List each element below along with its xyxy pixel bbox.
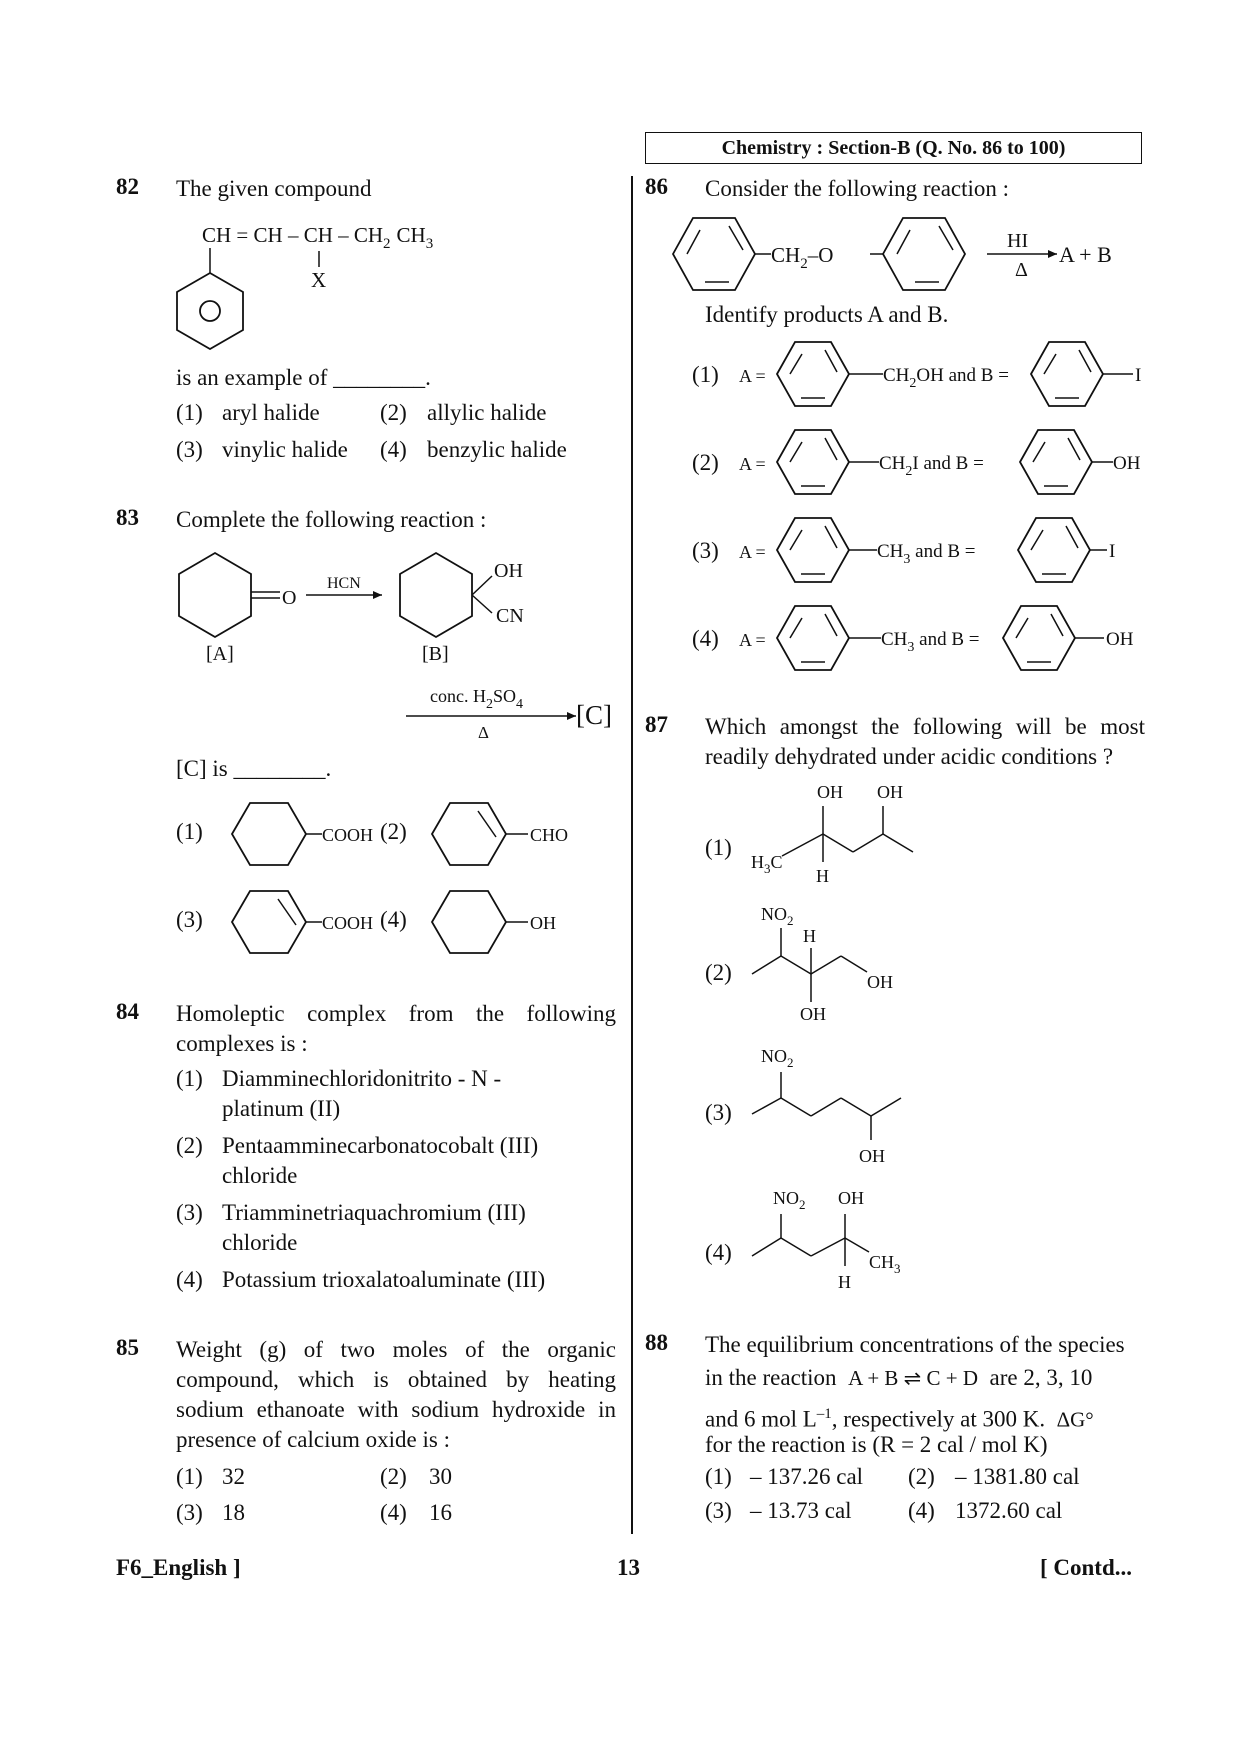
q87-opt4-h: H: [838, 1272, 851, 1292]
q87-opt1-h: H: [816, 866, 829, 886]
q86-opt3-mid: $CH_3$ and B =: [877, 541, 976, 567]
q82-number: 82: [116, 174, 139, 199]
q87-opt4-oh: OH: [838, 1188, 864, 1208]
q85-opt4-num[interactable]: (4): [380, 1500, 407, 1525]
q86-opt3-structure[interactable]: [735, 512, 1150, 588]
q82-opt2-num[interactable]: (2): [380, 400, 407, 425]
q87-opt3-oh: OH: [859, 1146, 885, 1166]
q85-opt2-num[interactable]: (2): [380, 1464, 407, 1489]
q83-reaction: [170, 548, 620, 668]
q87-opt2-no2: $NO_2$: [761, 904, 794, 928]
q86-opt1-structure[interactable]: [735, 336, 1150, 412]
q88-line1: The equilibrium concentrations of the species: [705, 1332, 1125, 1357]
q83-oh: OH: [494, 560, 523, 582]
q86-opt2-end: OH: [1113, 453, 1141, 474]
q83-opt2-label: CHO: [530, 825, 569, 845]
q86-opt4-num[interactable]: (4): [692, 626, 719, 651]
q83-opt4-label: OH: [530, 913, 556, 933]
q85-opt3-num[interactable]: (3): [176, 1500, 203, 1525]
q86-opt3-end: I: [1109, 541, 1116, 562]
page-number: 13: [617, 1555, 640, 1580]
q88-opt2-text[interactable]: – 1381.80 cal: [955, 1464, 1080, 1489]
q87-opt2-structure[interactable]: [745, 898, 935, 1028]
q86-opt4-mid: $CH_3$ and B =: [881, 629, 980, 655]
q83-delta: Δ: [478, 723, 489, 742]
q84-opt3-num[interactable]: (3): [176, 1200, 203, 1225]
q87-opt1-oh1: OH: [817, 782, 843, 802]
q88-opt3-text[interactable]: – 13.73 cal: [750, 1498, 852, 1523]
q88-reaction: A + B ⇌ C + D: [848, 1366, 979, 1390]
q85-opt1-num[interactable]: (1): [176, 1464, 203, 1489]
q87-opt2-h: H: [803, 926, 816, 946]
q86-opt4-structure[interactable]: [735, 600, 1150, 676]
section-header: Chemistry : Section-B (Q. No. 86 to 100): [645, 132, 1142, 164]
q83-number: 83: [116, 505, 139, 530]
q83-opt1-label: COOH: [322, 825, 374, 845]
footer-right: [ Contd...: [1040, 1555, 1133, 1580]
q84-opt2-num[interactable]: (2): [176, 1133, 203, 1158]
q87-opt2-num[interactable]: (2): [705, 960, 732, 985]
footer-left: F6_English ]: [116, 1555, 241, 1580]
q86-products: A + B: [1059, 242, 1112, 267]
q87-stem: Which amongst the following will be most readily dehydrated under acidic conditions ?: [705, 714, 1145, 769]
q83-opt4-num[interactable]: (4): [380, 907, 407, 932]
q83-opt2-num[interactable]: (2): [380, 819, 407, 844]
q83-reagent: conc. $H_2SO_4$: [430, 686, 523, 712]
q86-opt3-a: A =: [739, 542, 766, 562]
q84-opt1-num[interactable]: (1): [176, 1066, 203, 1091]
q87-opt2-oh1: OH: [867, 972, 893, 992]
q86-tail: Identify products A and B.: [705, 302, 949, 327]
q88-opt1-num[interactable]: (1): [705, 1464, 732, 1489]
q82-opt1-text[interactable]: aryl halide: [222, 400, 320, 425]
q87-opt3-structure[interactable]: [745, 1040, 935, 1170]
q86-stem: Consider the following reaction :: [705, 176, 1010, 201]
q83-label-c: [C]: [576, 700, 612, 730]
q83-stem: Complete the following reaction :: [176, 507, 487, 532]
q87-opt4-structure[interactable]: [745, 1180, 945, 1310]
q86-opt1-a: A =: [739, 366, 766, 386]
q84-opt4-text[interactable]: Potassium trioxalatoaluminate (III): [222, 1267, 546, 1292]
q88-opt3-num[interactable]: (3): [705, 1498, 732, 1523]
q86-number: 86: [645, 174, 668, 199]
q86-reaction: [665, 210, 1145, 298]
q83-opt4-structure[interactable]: [422, 884, 612, 960]
q84-opt2-text[interactable]: Pentaamminecarbonatocobalt (III) chloride: [222, 1133, 539, 1188]
q88-line2: in the reaction A + B ⇌ C + D are 2, 3, 10: [705, 1365, 1093, 1390]
q83-cn: CN: [496, 605, 524, 627]
q82-opt2-text[interactable]: allylic halide: [427, 400, 547, 425]
q88-delta-g: ΔG°: [1056, 1407, 1094, 1432]
q84-stem: Homoleptic complex from the following complexes is :: [176, 1001, 616, 1056]
q87-opt1-num[interactable]: (1): [705, 835, 732, 860]
q88-superscript: –1: [816, 1406, 832, 1422]
q85-stem: Weight (g) of two moles of the organic compound, which is obtained by heating sodium ethanoate with sodium hydroxide in presence of calcium oxide is :: [176, 1337, 616, 1452]
q88-opt2-num[interactable]: (2): [908, 1464, 935, 1489]
q87-opt3-no2: $NO_2$: [761, 1046, 794, 1070]
q86-hi: HI: [1007, 230, 1029, 252]
q86-opt4-end: OH: [1106, 629, 1134, 650]
q83-label-b: [B]: [422, 643, 449, 665]
q86-linker: $CH_2-O$: [771, 243, 834, 272]
q82-opt4-num[interactable]: (4): [380, 437, 407, 462]
q82-opt4-text[interactable]: benzylic halide: [427, 437, 567, 462]
q82-chain-text: CH = CH – CH – $CH_2$ $CH_3$: [202, 223, 434, 252]
q88-opt4-num[interactable]: (4): [908, 1498, 935, 1523]
q82-opt3-num[interactable]: (3): [176, 437, 203, 462]
q83-reaction-step2: [400, 682, 630, 742]
q88-line3: and 6 mol $L^{-1}$, respectively at 300 K. ΔG°: [705, 1406, 1094, 1432]
q83-opt1-num[interactable]: (1): [176, 819, 203, 844]
q83-tail: [C] is ________.: [176, 756, 332, 781]
q86-opt2-structure[interactable]: [735, 424, 1150, 500]
q88-opt4-text[interactable]: 1372.60 cal: [955, 1498, 1063, 1523]
q86-opt2-a: A =: [739, 454, 766, 474]
q85-opt1-text[interactable]: 32: [222, 1464, 245, 1489]
q86-opt4-a: A =: [739, 630, 766, 650]
q88-opt1-text[interactable]: – 137.26 cal: [750, 1464, 864, 1489]
q86-opt2-num[interactable]: (2): [692, 450, 719, 475]
benzene-ring: [177, 273, 243, 349]
q84-opt3-text[interactable]: Triamminetriaquachromium (III) chloride: [222, 1200, 526, 1255]
q87-opt4-num[interactable]: (4): [705, 1240, 732, 1265]
q88-number: 88: [645, 1330, 668, 1355]
q87-opt4-no2: $NO_2$: [773, 1188, 806, 1212]
q87-opt3-num[interactable]: (3): [705, 1100, 732, 1125]
q83-label-a: [A]: [206, 643, 234, 665]
q83-opt3-label: COOH: [322, 913, 374, 933]
q82-opt1-num[interactable]: (1): [176, 400, 203, 425]
q82-structure: [170, 215, 490, 350]
q82-opt3-text[interactable]: vinylic halide: [222, 437, 348, 462]
q82-stem: The given compound: [176, 176, 372, 201]
q83-oxygen: O: [282, 587, 297, 609]
q85-opt3-text[interactable]: 18: [222, 1500, 245, 1525]
q82-x-label: X: [311, 268, 327, 292]
q87-opt4-ch3: $CH_3$: [869, 1252, 901, 1276]
q82-tail: is an example of ________.: [176, 365, 431, 390]
q83-hcn: HCN: [327, 575, 361, 592]
q86-opt1-end: I: [1135, 365, 1142, 386]
q87-opt2-oh2: OH: [800, 1004, 826, 1024]
q86-opt1-num[interactable]: (1): [692, 362, 719, 387]
q87-opt1-structure[interactable]: [745, 778, 935, 888]
q83-opt2-structure[interactable]: [422, 796, 612, 872]
q84-opt1-text[interactable]: Diamminechloridonitrito - N - platinum (II): [222, 1066, 502, 1121]
q87-opt1-h3c: $H_3C$: [751, 852, 783, 876]
q86-opt2-mid: $CH_2I$ and B =: [879, 453, 984, 479]
q87-number: 87: [645, 712, 668, 737]
q85-opt4-text[interactable]: 16: [429, 1500, 452, 1525]
q84-number: 84: [116, 999, 139, 1024]
q84-opt4-num[interactable]: (4): [176, 1267, 203, 1292]
q85-number: 85: [116, 1335, 139, 1360]
q88-line4: for the reaction is (R = 2 cal / mol K): [705, 1432, 1048, 1457]
q83-opt3-num[interactable]: (3): [176, 907, 203, 932]
q86-opt1-mid: $CH_2OH$ and B =: [883, 365, 1009, 391]
q87-opt1-oh2: OH: [877, 782, 903, 802]
q85-opt2-text[interactable]: 30: [429, 1464, 452, 1489]
q86-opt3-num[interactable]: (3): [692, 538, 719, 563]
column-divider: [631, 176, 633, 1534]
q86-delta: Δ: [1015, 259, 1028, 281]
